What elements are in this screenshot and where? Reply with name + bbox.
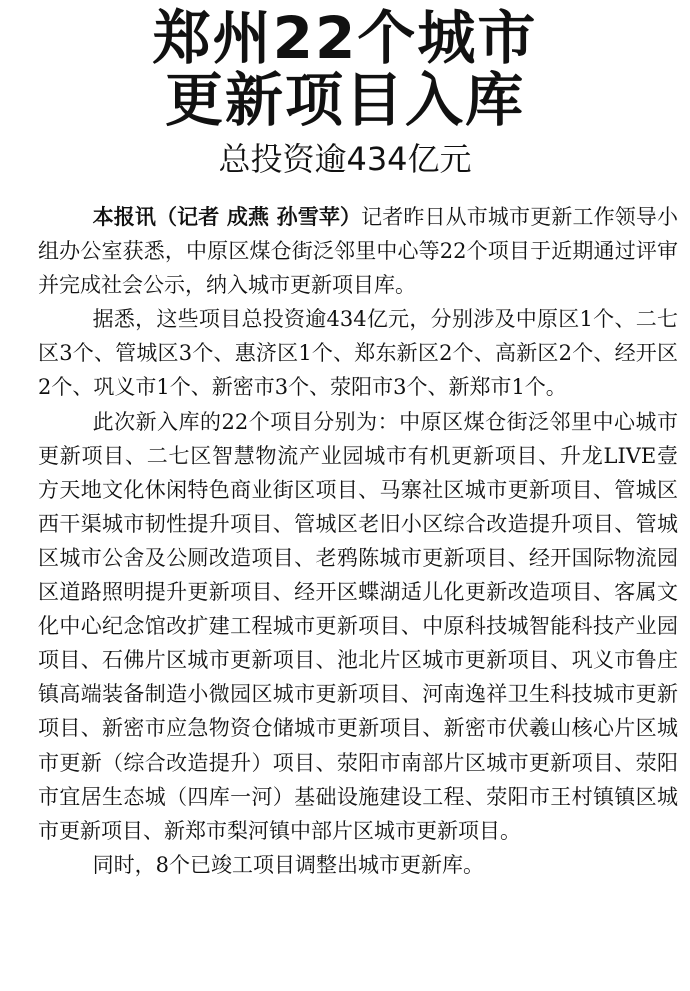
- article-paragraph-4: 同时，8个已竣工项目调整出城市更新库。: [92, 852, 484, 877]
- subheadline: 总投资逾434亿元: [218, 140, 472, 178]
- article-body: [38, 200, 678, 882]
- article-paragraph-3: 此次新入库的22个项目分别为：中原区煤仓街泛邻里中心城市更新项目、二七区智慧物流产业园城市有机更新项目、升龙LIVE壹方天地文化休闲特色商业街区项目、马寨社区城市更新项目、管城区西干渠城市韧性提升项目、管城区老旧小区综合改造提升项目、管城区城市公舍及公厕改造项目、老鸦陈城市更新项目、经开国际物流园区道路照明提升更新项目、经开区蝶湖适儿化更新改造项目、客属文化中心纪念馆改扩建工程城市更新项目、中原科技城智能科技产业园项目、石佛片区城市更新项目、池北片区城市更新项目、巩义市鲁庄镇高端装备制造小微园区城市更新项目、河南逸祥卫生科技城市更新项目、新密市应急物资仓储城市更新项目、新密市伏羲山核心片区城市更新（综合改造提升）项目、荥阳市南部片区城市更新项目、荥阳市宜居生态城（四库一河）基础设施建设工程、荥阳市王村镇镇区城市更新项目、新郑市梨河镇中部片区城市更新项目。: [38, 409, 678, 843]
- headline-line-1: 郑州22个城市: [152, 4, 538, 72]
- paragraph-1-text: 记者昨日从市城市更新工作领导小组办公室获悉，中原区煤仓街泛邻里中心等22个项目于近期通过评审并完成社会公示，纳入城市更新项目库。: [38, 205, 678, 298]
- headline-line-2: 更新项目入库: [164, 66, 525, 134]
- dateline: 本报讯（记者 成燕 孙雪苹）: [92, 205, 362, 229]
- article-paragraph-2: 据悉，这些项目总投资逾434亿元，分别涉及中原区1个、二七区3个、管城区3个、惠济区1个、郑东新区2个、高新区2个、经开区2个、巩义市1个、新密市3个、荥阳市3个、新郑市1个。: [38, 307, 678, 400]
- article-paragraph-1: [38, 200, 678, 302]
